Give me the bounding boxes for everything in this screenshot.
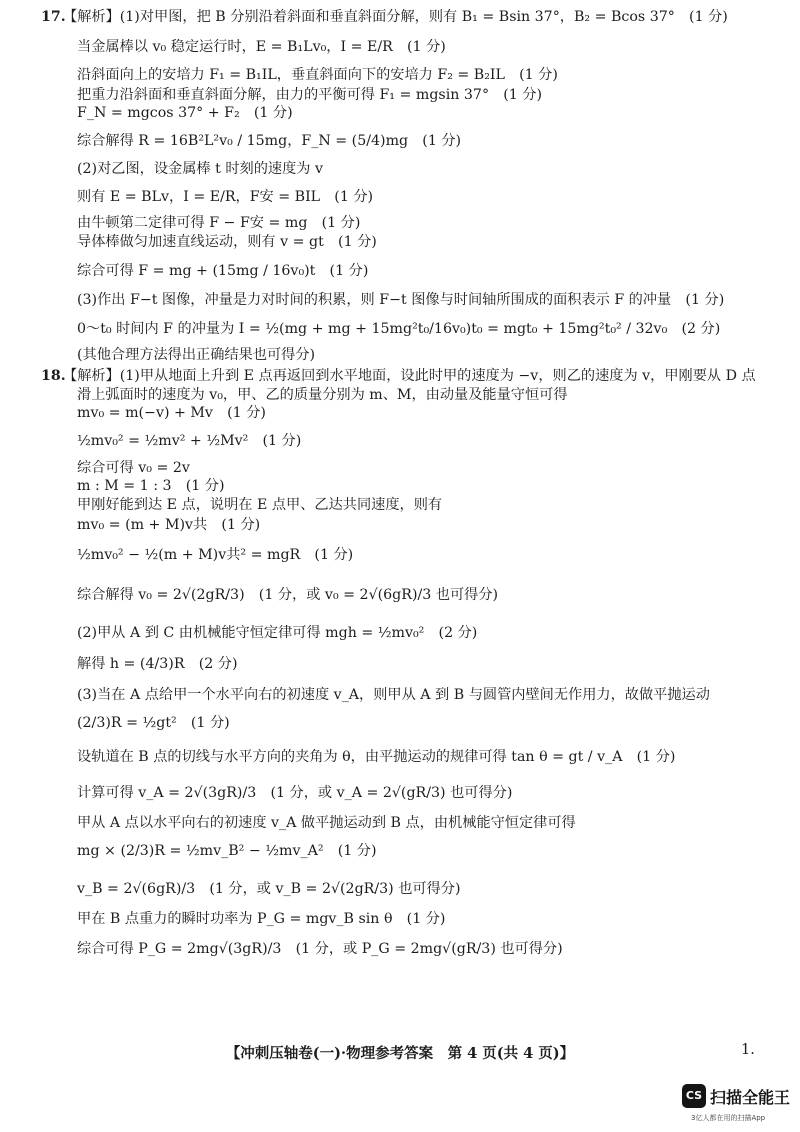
q18-line-11: (2)甲从 A 到 C 由机械能守恒定律可得 mgh = ½mv₀² (2 分) [77, 625, 478, 641]
q18-line-18: mg × (2/3)R = ½mv_B² − ½mv_A² (1 分) [77, 843, 377, 859]
q18-line-3: mv₀ = m(−v) + Mv (1 分) [77, 405, 266, 421]
footer-title: 【冲刺压轴卷(一)·物理参考答案 第 4 页(共 4 页)】 [225, 1045, 575, 1062]
q17-line-10: 导体棒做匀加速直线运动，则有 v = gt (1 分) [77, 234, 377, 250]
q17-line-6: 综合解得 R = 16B²L²v₀ / 15mg，F_N = (5/4)mg (1 分) [77, 133, 462, 149]
q18-line-1: 【解析】(1)甲从地面上升到 E 点再返回到水平地面，设此时甲的速度为 −v，则乙的速度为 v，甲刚要从 D 点 [63, 368, 756, 384]
q18-line-9: ½mv₀² − ½(m + M)v共² = mgR (1 分) [77, 547, 354, 563]
question-18-number: 18. [41, 368, 66, 384]
scanner-watermark [682, 1082, 794, 1126]
q17-line-5: F_N = mgcos 37° + F₂ (1 分) [77, 105, 293, 121]
page-footer [0, 1042, 800, 1063]
q18-line-16: 计算可得 v_A = 2√(3gR)/3 (1 分，或 v_A = 2√(gR/3) 也可得分) [77, 785, 513, 801]
q18-line-14: (2/3)R = ½gt² (1 分) [77, 715, 230, 731]
q17-line-1: 【解析】(1)对甲图，把 B 分别沿着斜面和垂直斜面分解，则有 B₁ = Bsin 37°，B₂ = Bcos 37° (1 分) [63, 9, 728, 25]
q18-line-17: 甲从 A 点以水平向右的初速度 v_A 做平抛运动到 B 点，由机械能守恒定律可得 [77, 815, 576, 831]
q17-line-7: (2)对乙图，设金属棒 t 时刻的速度为 v [77, 161, 323, 177]
camscanner-logo-icon: CS [682, 1084, 706, 1108]
q18-line-21: 综合可得 P_G = 2mg√(3gR)/3 (1 分，或 P_G = 2mg√(gR/3) 也可得分) [77, 941, 563, 957]
question-17-number: 17. [41, 9, 66, 25]
q18-line-6: m : M = 1 : 3 (1 分) [77, 478, 225, 494]
q17-line-12: (3)作出 F−t 图像，冲量是力对时间的积累，则 F−t 图像与时间轴所围成的面积表示 F 的冲量 (1 分) [77, 292, 725, 308]
q17-line-14: (其他合理方法得出正确结果也可得分) [77, 347, 316, 363]
q18-line-10: 综合解得 v₀ = 2√(2gR/3) (1 分，或 v₀ = 2√(6gR)/3 也可得分) [77, 587, 499, 603]
q18-line-12: 解得 h = (4/3)R (2 分) [77, 656, 238, 672]
q17-line-9: 由牛顿第二定律可得 F − F安 = mg (1 分) [77, 215, 361, 231]
q17-line-8: 则有 E = BLv，I = E/R，F安 = BIL (1 分) [77, 189, 374, 205]
q17-line-4: 把重力沿斜面和垂直斜面分解，由力的平衡可得 F₁ = mgsin 37° (1 分) [77, 87, 543, 103]
q18-line-4: ½mv₀² = ½mv² + ½Mv² (1 分) [77, 433, 302, 449]
q17-line-13: 0～t₀ 时间内 F 的冲量为 I = ½(mg + mg + 15mg²t₀/16v₀)t₀ = mgt₀ + 15mg²t₀² / 32v₀ (2 分) [77, 321, 721, 337]
watermark-tagline: 3亿人都在用的扫描App [691, 1114, 766, 1122]
q18-line-15: 设轨道在 B 点的切线与水平方向的夹角为 θ，由平抛运动的规律可得 tan θ = gt / v_A (1 分) [77, 749, 676, 765]
q17-line-3: 沿斜面向上的安培力 F₁ = B₁IL，垂直斜面向下的安培力 F₂ = B₂IL (1 分) [77, 67, 558, 83]
q18-line-5: 综合可得 v₀ = 2v [77, 460, 190, 476]
q18-line-2: 滑上弧面时的速度为 v₀，甲、乙的质量分别为 m、M，由动量及能量守恒可得 [77, 387, 568, 403]
footer-page-mark: 1. [741, 1042, 755, 1058]
q18-line-8: mv₀ = (m + M)v共 (1 分) [77, 517, 261, 533]
q18-line-7: 甲刚好能到达 E 点，说明在 E 点甲、乙达共同速度，则有 [77, 497, 443, 513]
q17-line-2: 当金属棒以 v₀ 稳定运行时，E = B₁Lv₀，I = E/R (1 分) [77, 39, 446, 55]
watermark-app-name: 扫描全能王 [710, 1088, 791, 1107]
q18-line-20: 甲在 B 点重力的瞬时功率为 P_G = mgv_B sin θ (1 分) [77, 911, 446, 927]
q17-line-11: 综合可得 F = mg + (15mg / 16v₀)t (1 分) [77, 263, 369, 279]
q18-line-19: v_B = 2√(6gR)/3 (1 分，或 v_B = 2√(2gR/3) 也可得分) [77, 881, 461, 897]
q18-line-13: (3)当在 A 点给甲一个水平向右的初速度 v_A，则甲从 A 到 B 与圆管内壁间无作用力，故做平抛运动 [77, 687, 710, 703]
